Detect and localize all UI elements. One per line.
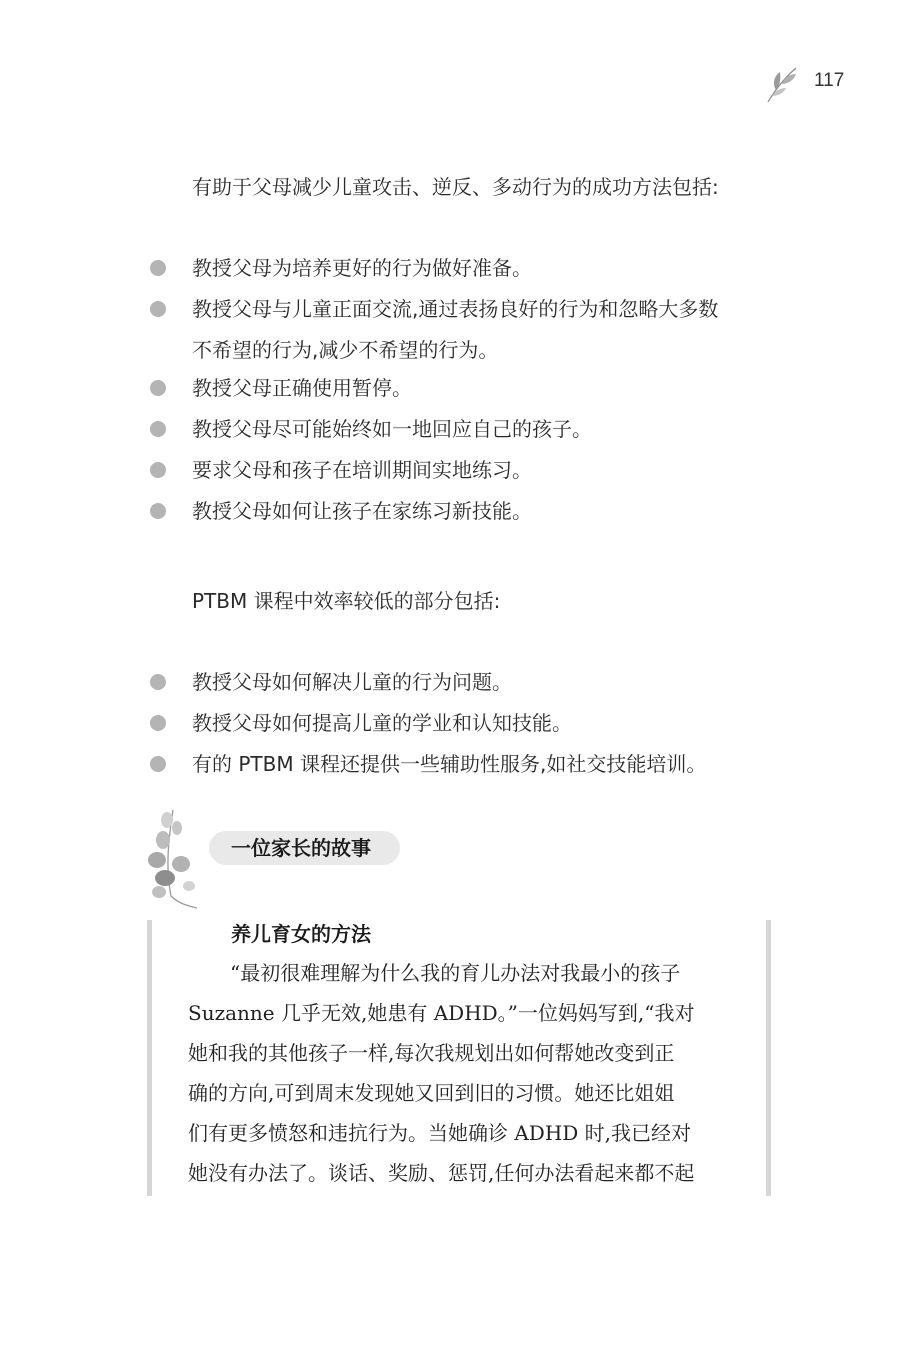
story-badge: 一位家长的故事 (209, 831, 400, 865)
bullet-dot (150, 301, 166, 317)
story-line: 们有更多愤怒和违抗行为。当她确诊 ADHD 时,我已经对 (188, 1121, 692, 1145)
bullet-dot (150, 380, 166, 396)
bullet-list-less-effective (148, 668, 788, 791)
bullet-dot (150, 462, 166, 478)
bullet-dot (150, 421, 166, 437)
story-box-right-border (766, 920, 771, 1196)
list-item-continuation: 不希望的行为,减少不希望的行为。 (192, 338, 499, 362)
list-item: 要求父母和孩子在培训期间实地练习。 (148, 456, 788, 484)
leaf-sprig-icon (762, 62, 802, 104)
list-item: 教授父母为培养更好的行为做好准备。 (148, 254, 788, 282)
section1-intro: 有助于父母减少儿童攻击、逆反、多动行为的成功方法包括: (192, 175, 719, 199)
story-line: 她和我的其他孩子一样,每次我规划出如何帮她改变到正 (188, 1041, 675, 1065)
list-item: 教授父母如何让孩子在家练习新技能。 (148, 497, 788, 525)
list-item: 教授父母正确使用暂停。 (148, 374, 788, 402)
eucalyptus-branch-icon (143, 806, 205, 910)
bullet-dot (150, 715, 166, 731)
bullet-dot (150, 756, 166, 772)
list-item: 教授父母如何解决儿童的行为问题。 (148, 668, 788, 696)
story-line: 确的方向,可到周末发现她又回到旧的习惯。她还比姐姐 (188, 1081, 675, 1105)
story-line: “最初很难理解为什么我的育儿办法对我最小的孩子 (230, 961, 681, 985)
story-title: 养儿育女的方法 (231, 922, 371, 946)
story-body (188, 953, 748, 1193)
list-item: 教授父母与儿童正面交流,通过表扬良好的行为和忽略大多数 (148, 295, 788, 323)
story-line: 她没有办法了。谈话、奖励、惩罚,任何办法看起来都不起 (188, 1161, 695, 1185)
section2-intro: PTBM 课程中效率较低的部分包括: (192, 589, 501, 613)
list-item: 教授父母如何提高儿童的学业和认知技能。 (148, 709, 788, 737)
bullet-list-successful-methods (148, 254, 788, 538)
bullet-dot (150, 503, 166, 519)
story-line: Suzanne 几乎无效,她患有 ADHD。”一位妈妈写到,“我对 (188, 1001, 695, 1025)
story-box-left-border (147, 920, 152, 1196)
page-number: 117 (814, 70, 845, 91)
bullet-dot (150, 674, 166, 690)
list-item: 有的 PTBM 课程还提供一些辅助性服务,如社交技能培训。 (148, 750, 788, 778)
bullet-dot (150, 260, 166, 276)
list-item: 教授父母尽可能始终如一地回应自己的孩子。 (148, 415, 788, 443)
